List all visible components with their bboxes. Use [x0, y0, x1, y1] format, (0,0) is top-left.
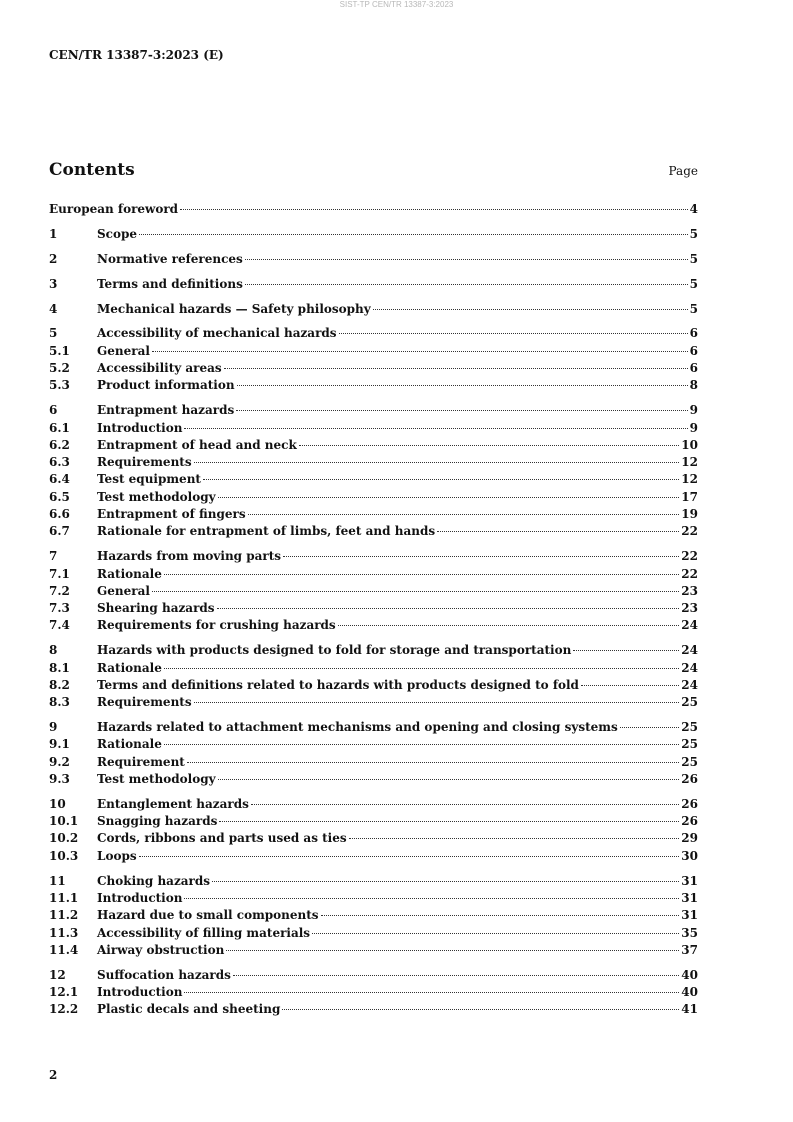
contents-header: [49, 160, 698, 180]
toc-entry-page: 41: [681, 1002, 698, 1017]
toc-entry-title: Scope: [97, 226, 138, 241]
toc-entry-page: 40: [681, 967, 698, 982]
toc-entry-title: Requirements: [97, 455, 192, 470]
toc-entry-number: 11.3: [49, 925, 79, 940]
toc-entry[interactable]: [49, 831, 698, 848]
toc-entry-number: 4: [49, 301, 58, 316]
toc-entry[interactable]: [49, 472, 698, 489]
toc-entry-page: 6: [689, 361, 698, 376]
toc-entry-title: Requirement: [97, 754, 185, 769]
toc-dot-leader: [282, 1009, 679, 1010]
toc-entry[interactable]: [49, 755, 698, 772]
toc-entry-title: General: [97, 343, 150, 358]
toc-entry[interactable]: [49, 849, 698, 866]
toc-entry-number: 11.2: [49, 908, 79, 923]
toc-entry-number: 6: [49, 403, 58, 418]
toc-entry[interactable]: [49, 277, 698, 294]
toc-entry[interactable]: [49, 524, 698, 541]
toc-entry-number: 6.1: [49, 420, 70, 435]
toc-dot-leader: [180, 209, 688, 210]
toc-entry-number: 10.2: [49, 831, 79, 846]
toc-entry-page: 22: [681, 549, 698, 564]
toc-entry-title: Plastic decals and sheeting: [97, 1002, 281, 1017]
toc-dot-leader: [164, 574, 679, 575]
toc-entry[interactable]: [49, 695, 698, 712]
toc-entry-page: 24: [681, 643, 698, 658]
toc-entry-title: Suffocation hazards: [97, 967, 231, 982]
toc-dot-leader: [620, 727, 680, 728]
toc-entry-page: 5: [689, 276, 698, 291]
toc-entry-title: Accessibility of mechanical hazards: [97, 326, 337, 341]
toc-entry-number: 10.3: [49, 848, 79, 863]
toc-dot-leader: [338, 625, 680, 626]
toc-dot-leader: [573, 650, 679, 651]
toc-entry[interactable]: [49, 661, 698, 678]
toc-entry-title: Rationale: [97, 566, 162, 581]
page-number: 2: [49, 1068, 58, 1082]
toc-entry-number: 6.5: [49, 489, 70, 504]
toc-entry-number: 12.1: [49, 985, 79, 999]
watermark: SIST-TP CEN/TR 13387-3:2023: [339, 0, 454, 9]
toc-entry-number: 7.4: [49, 618, 70, 633]
toc-entry-number: 12: [49, 967, 66, 982]
toc-entry-page: 26: [681, 796, 698, 811]
toc-entry-number: 11.4: [49, 942, 79, 957]
toc-entry[interactable]: [49, 584, 698, 601]
toc-entry[interactable]: [49, 378, 698, 395]
toc-entry-title: Requirements: [97, 695, 192, 710]
toc-dot-leader: [349, 838, 680, 839]
toc-dot-leader: [164, 668, 679, 669]
toc-entry[interactable]: [49, 202, 698, 219]
toc-entry-page: 10: [681, 437, 698, 452]
toc-entry-number: 11: [49, 873, 66, 888]
toc-dot-leader: [218, 779, 680, 780]
toc-entry-page: 40: [681, 985, 698, 999]
toc-dot-leader: [212, 881, 679, 882]
toc-entry-title: Cords, ribbons and parts used as ties: [97, 831, 347, 846]
toc-entry-title: Entrapment of head and neck: [97, 437, 297, 452]
toc-entry[interactable]: [49, 549, 698, 566]
toc-entry[interactable]: [49, 968, 698, 985]
toc-entry-number: 8.3: [49, 695, 70, 710]
toc-dot-leader: [339, 333, 688, 334]
toc-entry-page: 25: [681, 754, 698, 769]
toc-entry[interactable]: [49, 814, 698, 831]
toc-entry-title: Introduction: [97, 985, 183, 999]
toc-dot-leader: [184, 992, 679, 993]
toc-entry-number: 7.2: [49, 583, 70, 598]
toc-entry-title: Entrapment hazards: [97, 403, 235, 418]
toc-entry[interactable]: [49, 438, 698, 455]
table-of-contents: [49, 202, 698, 1020]
toc-entry-page: 6: [689, 326, 698, 341]
toc-entry-number: 10.1: [49, 814, 79, 829]
toc-entry-number: 9.2: [49, 754, 70, 769]
toc-dot-leader: [139, 234, 688, 235]
toc-entry[interactable]: [49, 643, 698, 660]
toc-entry-page: 25: [681, 737, 698, 752]
toc-entry-page: 24: [681, 618, 698, 633]
toc-entry-number: 5.1: [49, 343, 70, 358]
toc-entry[interactable]: [49, 302, 698, 319]
toc-entry-number: 6.3: [49, 455, 70, 470]
toc-entry-title: Hazards from moving parts: [97, 549, 282, 564]
toc-entry-page: 25: [681, 695, 698, 710]
contents-title: Contents: [49, 160, 135, 180]
toc-entry-title: European foreword: [49, 202, 179, 216]
toc-entry-title: Rationale: [97, 737, 162, 752]
toc-entry-page: 31: [681, 890, 698, 905]
toc-dot-leader: [437, 531, 679, 532]
toc-entry[interactable]: [49, 455, 698, 472]
toc-entry-number: 9: [49, 720, 58, 735]
toc-entry-page: 9: [689, 420, 698, 435]
toc-entry-page: 37: [681, 942, 698, 957]
toc-entry[interactable]: [49, 567, 698, 584]
toc-entry-page: 17: [681, 489, 698, 504]
toc-entry-title: Requirements for crushing hazards: [97, 618, 336, 633]
toc-entry-title: Test methodology: [97, 771, 216, 786]
toc-entry-number: 5.2: [49, 361, 70, 376]
toc-entry-number: 9.3: [49, 771, 70, 786]
toc-entry-title: Terms and definitions: [97, 276, 243, 291]
toc-entry-number: 3: [49, 276, 58, 291]
toc-entry-title: Loops: [97, 848, 137, 863]
toc-entry[interactable]: [49, 227, 698, 244]
toc-entry-title: Choking hazards: [97, 873, 211, 888]
toc-dot-leader: [184, 428, 687, 429]
toc-entry[interactable]: [49, 403, 698, 420]
toc-entry[interactable]: [49, 490, 698, 507]
toc-dot-leader: [194, 462, 680, 463]
toc-entry-title: Snagging hazards: [97, 814, 218, 829]
toc-entry[interactable]: [49, 601, 698, 618]
toc-entry[interactable]: [49, 361, 698, 378]
toc-entry-number: 9.1: [49, 737, 70, 752]
toc-entry[interactable]: [49, 772, 698, 789]
toc-entry-page: 12: [681, 472, 698, 487]
toc-dot-leader: [299, 445, 680, 446]
toc-entry-page: 31: [681, 908, 698, 923]
toc-dot-leader: [245, 284, 688, 285]
toc-dot-leader: [139, 856, 680, 857]
toc-entry-title: Test equipment: [97, 472, 201, 487]
toc-dot-leader: [283, 556, 679, 557]
toc-entry-number: 12.2: [49, 1002, 79, 1017]
toc-dot-leader: [248, 514, 680, 515]
toc-entry-title: Introduction: [97, 890, 183, 905]
toc-entry-title: Hazard due to small components: [97, 908, 319, 923]
document-id-header: CEN/TR 13387-3:2023 (E): [49, 48, 224, 62]
toc-entry-title: Hazards with products designed to fold for storage and transportation: [97, 643, 572, 658]
toc-entry[interactable]: [49, 1002, 698, 1019]
toc-entry[interactable]: [49, 874, 698, 891]
toc-entry-title: Rationale: [97, 660, 162, 675]
toc-dot-leader: [245, 259, 688, 260]
toc-entry-title: Entanglement hazards: [97, 796, 249, 811]
toc-entry-title: Rationale for entrapment of limbs, feet and hands: [97, 524, 436, 539]
toc-entry-number: 6.4: [49, 472, 70, 487]
toc-entry-page: 5: [689, 301, 698, 316]
toc-entry-number: 5: [49, 326, 58, 341]
toc-entry[interactable]: [49, 737, 698, 754]
toc-entry[interactable]: [49, 252, 698, 269]
toc-dot-leader: [312, 933, 679, 934]
toc-entry-number: 6.6: [49, 507, 70, 522]
toc-entry-number: 6.2: [49, 437, 70, 452]
toc-dot-leader: [217, 608, 680, 609]
toc-entry-title: Mechanical hazards — Safety philosophy: [97, 301, 371, 316]
toc-dot-leader: [164, 744, 679, 745]
toc-dot-leader: [187, 762, 679, 763]
toc-entry-page: 31: [681, 873, 698, 888]
toc-entry-title: Normative references: [97, 251, 243, 266]
toc-dot-leader: [581, 685, 679, 686]
toc-entry-number: 8.1: [49, 660, 70, 675]
toc-dot-leader: [233, 975, 679, 976]
toc-entry-title: Product information: [97, 378, 235, 393]
toc-entry[interactable]: [49, 618, 698, 635]
toc-entry-page: 23: [681, 601, 698, 616]
toc-entry-title: Accessibility of filling materials: [97, 925, 311, 940]
toc-entry-page: 4: [689, 202, 698, 216]
toc-dot-leader: [373, 309, 688, 310]
toc-entry-title: Shearing hazards: [97, 601, 215, 616]
toc-entry-page: 22: [681, 566, 698, 581]
toc-entry-title: Terms and definitions related to hazards with products designed to fold: [97, 677, 579, 692]
toc-entry-title: Introduction: [97, 420, 183, 435]
toc-dot-leader: [184, 898, 679, 899]
toc-entry-number: 7: [49, 549, 58, 564]
toc-entry-number: 10: [49, 796, 66, 811]
toc-entry-page: 5: [689, 251, 698, 266]
toc-entry-page: 24: [681, 677, 698, 692]
toc-entry-number: 7.1: [49, 566, 70, 581]
toc-dot-leader: [237, 385, 688, 386]
toc-entry-number: 7.3: [49, 601, 70, 616]
toc-entry[interactable]: [49, 908, 698, 925]
toc-entry-number: 8: [49, 643, 58, 658]
toc-entry[interactable]: [49, 926, 698, 943]
toc-entry-page: 8: [689, 378, 698, 393]
toc-dot-leader: [219, 821, 679, 822]
toc-entry-page: 19: [681, 507, 698, 522]
toc-entry[interactable]: [49, 720, 698, 737]
toc-entry[interactable]: [49, 421, 698, 438]
toc-entry-page: 6: [689, 343, 698, 358]
toc-dot-leader: [251, 804, 679, 805]
toc-entry-page: 12: [681, 455, 698, 470]
toc-entry-number: 11.1: [49, 890, 79, 905]
toc-entry-number: 2: [49, 251, 58, 266]
toc-entry-page: 5: [689, 226, 698, 241]
toc-dot-leader: [224, 368, 688, 369]
toc-entry-page: 29: [681, 831, 698, 846]
toc-entry-title: Airway obstruction: [97, 942, 225, 957]
toc-entry-number: 1: [49, 226, 58, 241]
toc-entry[interactable]: [49, 344, 698, 361]
toc-entry-page: 35: [681, 925, 698, 940]
toc-entry-page: 26: [681, 814, 698, 829]
toc-entry[interactable]: [49, 891, 698, 908]
toc-entry-page: 23: [681, 583, 698, 598]
toc-entry-title: Entrapment of fingers: [97, 507, 246, 522]
toc-entry[interactable]: [49, 985, 698, 1002]
toc-entry[interactable]: [49, 943, 698, 960]
toc-dot-leader: [194, 702, 680, 703]
toc-entry[interactable]: [49, 797, 698, 814]
toc-dot-leader: [321, 915, 680, 916]
toc-entry-page: 22: [681, 524, 698, 539]
toc-entry-page: 9: [689, 403, 698, 418]
toc-entry-page: 25: [681, 720, 698, 735]
page-column-label: Page: [668, 164, 698, 178]
toc-entry-number: 6.7: [49, 524, 70, 539]
toc-entry-title: Accessibility areas: [97, 361, 222, 376]
toc-dot-leader: [236, 410, 687, 411]
toc-entry-title: Test methodology: [97, 489, 216, 504]
toc-entry[interactable]: [49, 507, 698, 524]
toc-entry-title: General: [97, 583, 150, 598]
toc-entry-page: 24: [681, 660, 698, 675]
toc-entry[interactable]: [49, 326, 698, 343]
toc-dot-leader: [152, 351, 688, 352]
toc-entry[interactable]: [49, 678, 698, 695]
toc-entry-title: Hazards related to attachment mechanisms and opening and closing systems: [97, 720, 618, 735]
toc-dot-leader: [203, 479, 679, 480]
toc-entry-number: 8.2: [49, 677, 70, 692]
toc-entry-number: 5.3: [49, 378, 70, 393]
toc-entry-page: 30: [681, 848, 698, 863]
toc-dot-leader: [218, 497, 680, 498]
toc-entry-page: 26: [681, 771, 698, 786]
toc-dot-leader: [226, 950, 679, 951]
toc-dot-leader: [152, 591, 679, 592]
